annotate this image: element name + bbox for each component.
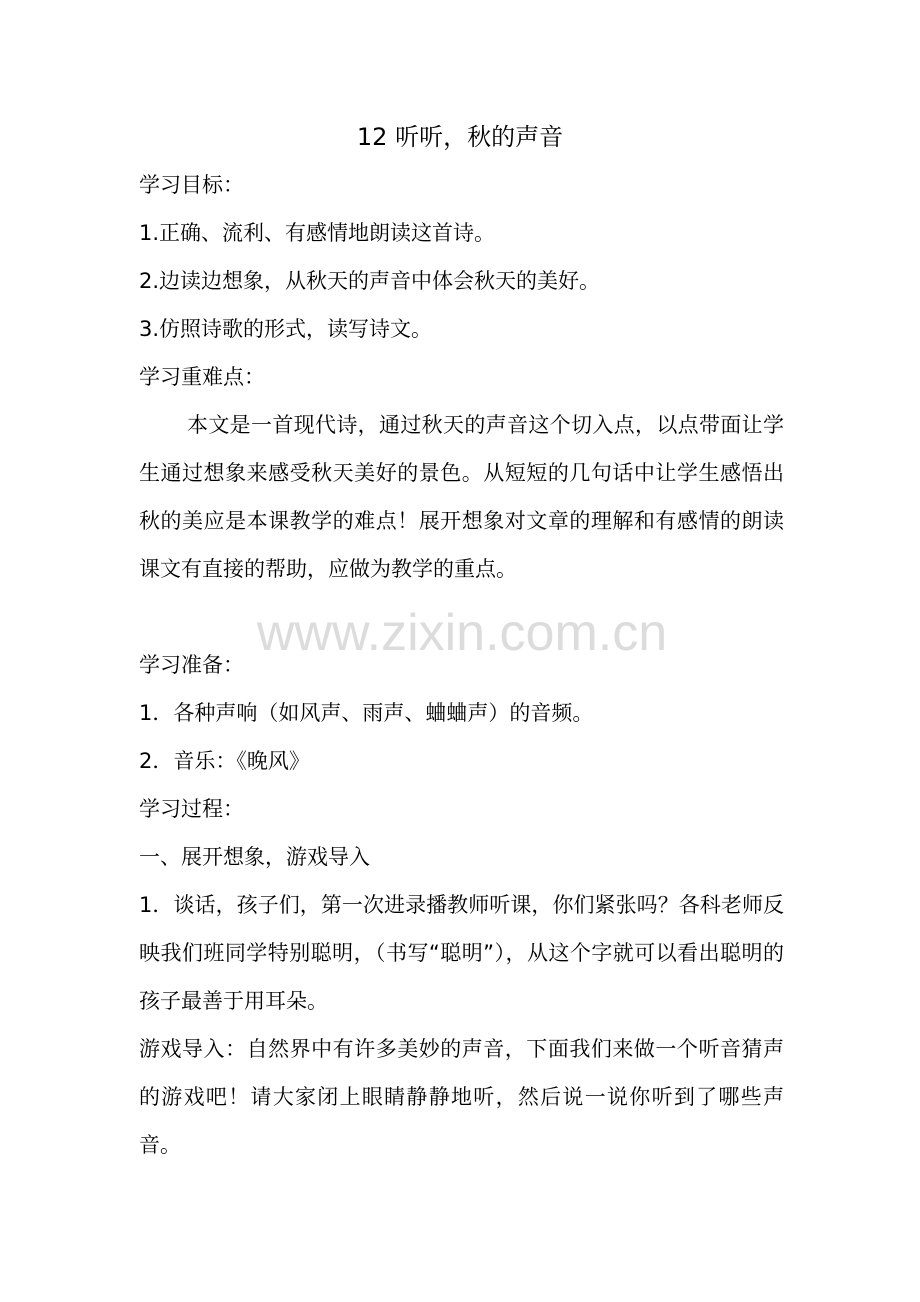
objective-item: 3.仿照诗歌的形式，读写诗文。	[139, 317, 433, 341]
preparation-item: 2．音乐：《晚风》	[139, 749, 310, 773]
key-points-paragraph: 本文是一首现代诗，通过秋天的声音这个切入点，以点带面让学生通过想象来感受秋天美好的景色。从短短的几句话中让学生感悟出秋的美应是本课教学的难点！展开想象对文章的理解和有感情的朗读课文有直接的帮助，应做为教学的重点。	[139, 413, 784, 581]
objective-item: 2.边读边想象，从秋天的声音中体会秋天的美好。	[139, 269, 601, 293]
document-title: 12 听听，秋的声音	[356, 123, 564, 151]
objectives-heading: 学习目标：	[139, 173, 244, 197]
key-points-heading: 学习重难点：	[139, 365, 265, 389]
objective-item: 1.正确、流利、有感情地朗读这首诗。	[139, 221, 496, 245]
process-heading: 学习过程：	[139, 797, 244, 821]
site-watermark: www.zixin.com.cn	[256, 604, 668, 662]
preparation-item: 1．各种声响（如风声、雨声、蛐蛐声）的音频。	[139, 701, 594, 725]
game-intro-paragraph: 游戏导入：自然界中有许多美妙的声音，下面我们来做一个听音猜声的游戏吧！请大家闭上眼睛静静地听，然后说一说你听到了哪些声音。	[139, 1037, 784, 1157]
preparation-heading: 学习准备：	[139, 653, 244, 677]
step-one-paragraph: 1．谈话，孩子们，第一次进录播教师听课，你们紧张吗？各科老师反映我们班同学特别聪明，（书写“聪明”），从这个字就可以看出聪明的孩子最善于用耳朵。	[139, 893, 784, 1013]
section-heading: 一、展开想象，游戏导入	[139, 845, 370, 869]
